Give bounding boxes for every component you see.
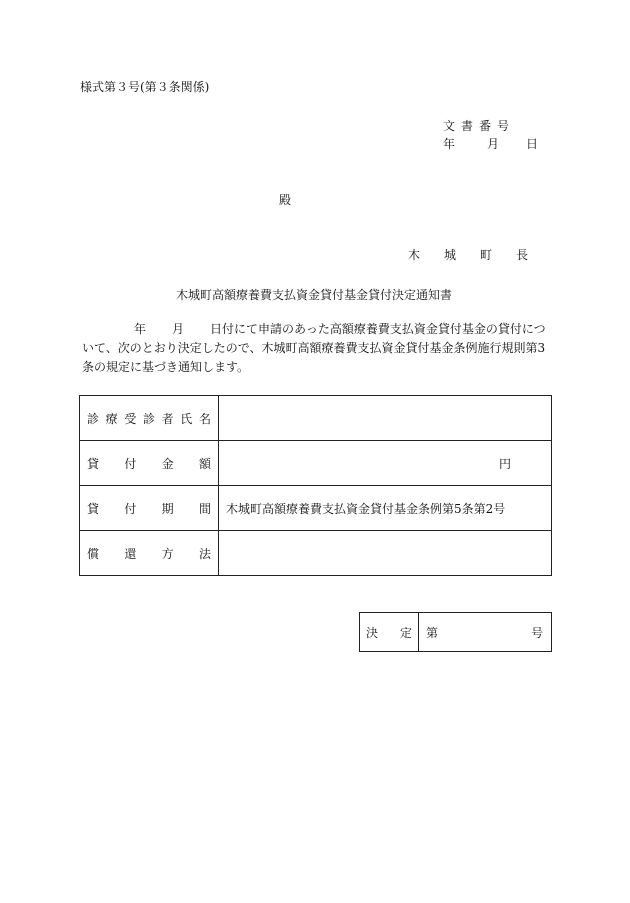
label-char: 金 — [161, 456, 174, 471]
label-char: 貸 — [87, 501, 100, 516]
table-row — [80, 531, 552, 576]
body-text: 日付にて申請のあった高額療養費支払資金貸付基金の貸付について、次のとおり決定したので、木城町高額療養費支払資金貸付基金条例施行規則第3条の規定に基づき通知します。 — [82, 322, 546, 374]
decision-number — [419, 613, 552, 652]
table-row — [80, 441, 552, 486]
label-char: 間 — [198, 501, 211, 516]
label-char: 名 — [198, 411, 211, 426]
label-char: 診 — [142, 411, 155, 426]
body-month: 月 — [172, 322, 185, 336]
label-char: 療 — [105, 411, 118, 426]
label-char: 貸 — [87, 456, 100, 471]
label-char: 還 — [124, 546, 137, 561]
loan-amount-value — [219, 441, 552, 486]
repayment-method-value — [219, 531, 552, 576]
row-label-loan-amount — [80, 441, 219, 486]
label-char: 受 — [124, 411, 137, 426]
decision-suffix: 号 — [530, 625, 543, 640]
form-id: 様式第３号(第３条関係) — [80, 80, 210, 94]
issuer-title — [408, 248, 528, 262]
yen-unit: 円 — [498, 456, 511, 471]
patient-name-value — [219, 396, 552, 441]
decision-number-box — [359, 612, 552, 652]
label-char: 法 — [198, 546, 211, 561]
label-char: 額 — [198, 456, 211, 471]
row-label-loan-period — [80, 486, 219, 531]
row-label-repayment-method — [80, 531, 219, 576]
loan-details-table — [79, 395, 552, 576]
decision-prefix: 第 — [426, 625, 439, 640]
label-char: 付 — [124, 456, 137, 471]
label-char: 診 — [87, 411, 100, 426]
issuer-char: 木 — [408, 248, 421, 262]
label-char: 決 — [366, 625, 379, 640]
label-char: 者 — [161, 411, 174, 426]
table-row — [80, 486, 552, 531]
label-char: 氏 — [180, 411, 193, 426]
notice-body — [82, 320, 552, 377]
label-char: 定 — [399, 625, 412, 640]
row-label-patient-name — [80, 396, 219, 441]
label-char: 償 — [87, 546, 100, 561]
addressee-honorific: 殿 — [279, 193, 292, 207]
issuer-char: 町 — [480, 248, 493, 262]
issuer-char: 長 — [516, 248, 529, 262]
date-day: 日 — [526, 137, 539, 151]
date-year: 年 — [443, 137, 456, 151]
loan-period-value: 木城町高額療養費支払資金貸付基金条例第5条第2号 — [219, 486, 552, 531]
date-line — [443, 137, 538, 151]
label-char: 方 — [161, 546, 174, 561]
decision-label — [360, 613, 419, 652]
table-row — [80, 396, 552, 441]
document-number-label: 文書番号 — [443, 119, 516, 133]
document-title: 木城町高額療養費支払資金貸付基金貸付決定通知書 — [176, 288, 453, 302]
label-char: 期 — [161, 501, 174, 516]
label-char: 付 — [124, 501, 137, 516]
issuer-char: 城 — [444, 248, 457, 262]
body-year: 年 — [134, 322, 147, 336]
date-month: 月 — [487, 137, 500, 151]
